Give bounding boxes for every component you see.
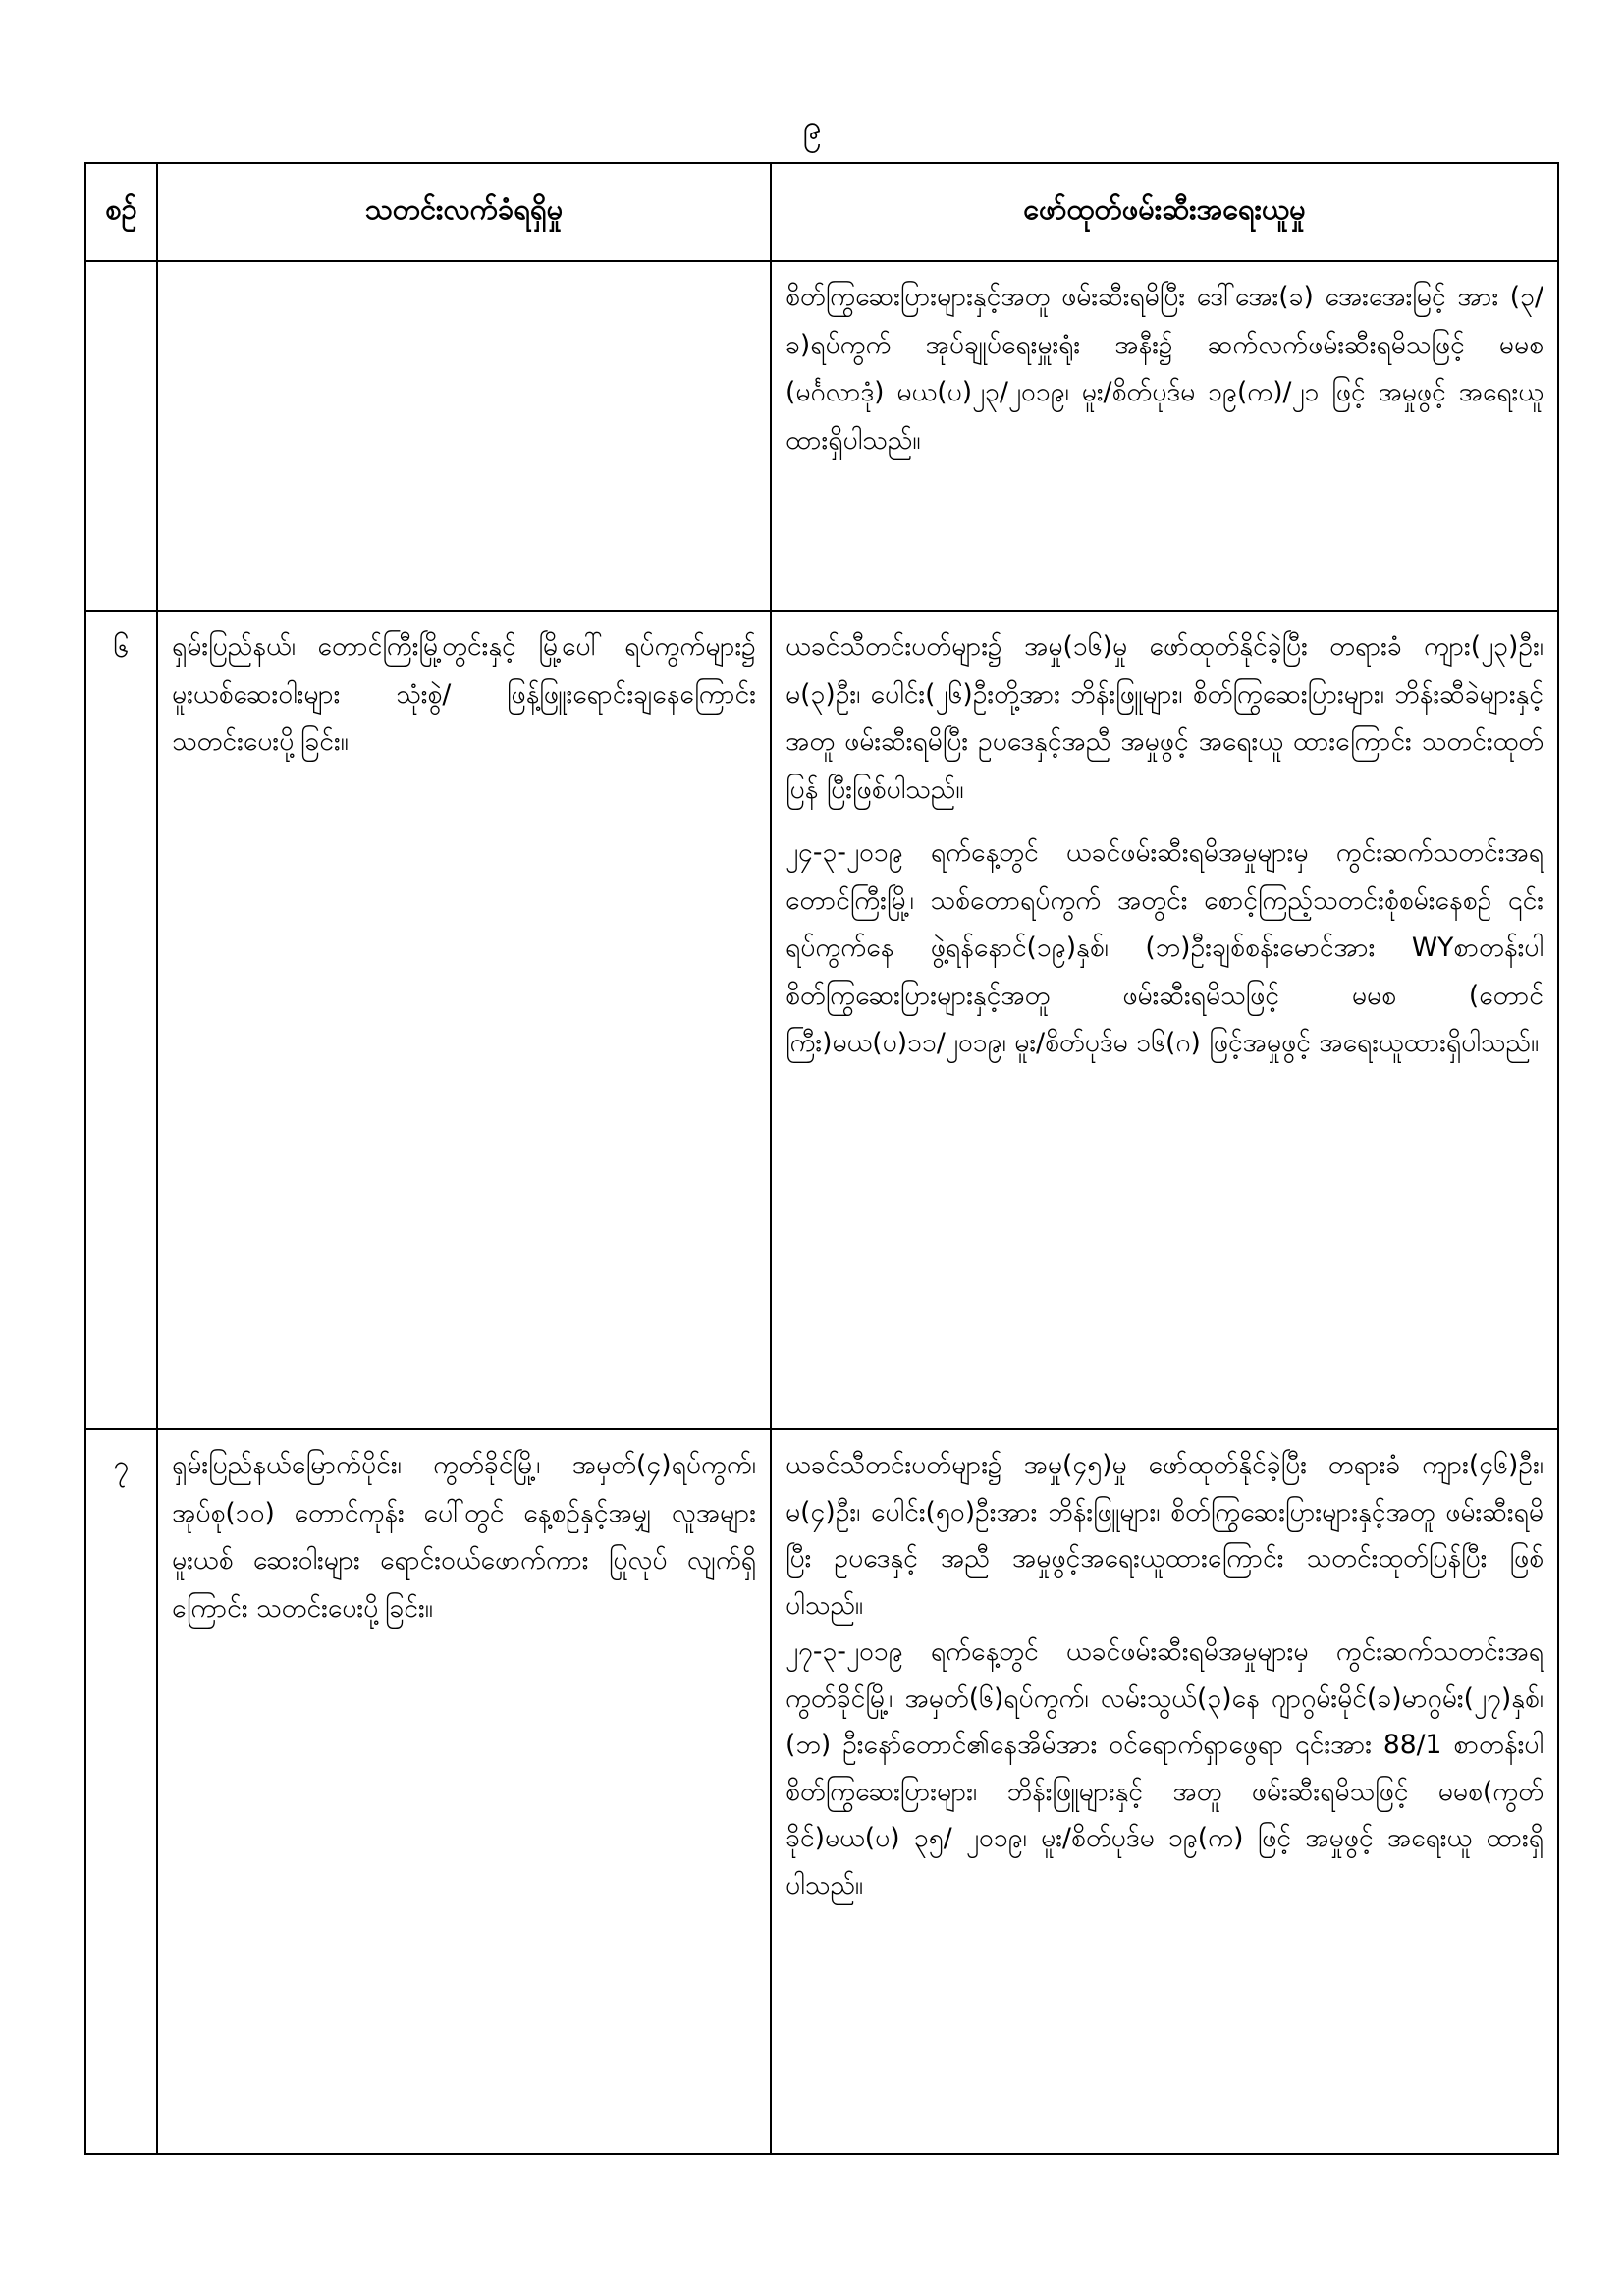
row-information: [157, 261, 771, 611]
row-action: [771, 261, 1558, 611]
row-action: [771, 611, 1558, 1429]
header-serial-number: စဉ်: [85, 163, 157, 261]
row-serial-number: ၇: [85, 1429, 157, 2154]
report-table: [84, 162, 1559, 2155]
header-action-taken: ဖော်ထုတ်ဖမ်းဆီးအရေးယူမှု: [771, 163, 1558, 261]
table-header-row: [85, 163, 1558, 261]
row-serial-number: ၆: [85, 611, 157, 1429]
action-paragraph: စိတ်ကြွဆေးပြားများနှင့်အတူ ဖမ်းဆီးရမိပြီး ဒေါ်အေး(ခ) အေးအေးမြင့် အား (၃/ခ)ရပ်ကွက် အုပ်ချုပ်ရေးမှူးရုံး အနီး၌ ဆက်လက်ဖမ်းဆီးရမိသဖြင့် မမစ (မင်္ဂလာဒုံ) မယ(ပ)၂၃/၂၀၁၉၊ မူး/စိတ်ပုဒ်မ ၁၉(က)/၂၁ ဖြင့် အမှုဖွင့် အရေးယူထားရှိပါသည်။: [785, 282, 1543, 455]
action-paragraph: ၂၇-၃-၂၀၁၉ ရက်နေ့တွင် ယခင်ဖမ်းဆီးရမိအမှုများမှ ကွင်းဆက်သတင်းအရ ကွတ်ခိုင်မြို့၊ အမှတ်(၆)ရပ်ကွက်၊ လမ်းသွယ်(၃)နေ ဂျာဂွမ်းမိုင်(ခ)မာဂွမ်း(၂၇)နှစ်၊ (ဘ) ဦးနော်တောင်၏နေအိမ်အား ဝင်ရောက်ရှာဖွေရာ ၎င်းအား 88/1 စာတန်းပါ စိတ်ကြွဆေးပြားများ၊ ဘိန်းဖြူများနှင့် အတူ ဖမ်းဆီးရမိသဖြင့် မမစ(ကွတ်ခိုင်)မယ(ပ) ၃၅/ ၂၀၁၉၊ မူး/စိတ်ပုဒ်မ ၁၉(က) ဖြင့် အမှုဖွင့် အရေးယူ ထားရှိပါသည်။: [785, 1636, 1543, 1900]
action-paragraph: ယခင်သီတင်းပတ်များ၌ အမှု(၄၅)မှု ဖော်ထုတ်နိုင်ခဲ့ပြီး တရားခံ ကျား(၄၆)ဦး၊ မ(၄)ဦး၊ ပေါင်း(၅၀)ဦးအား ဘိန်းဖြူများ၊ စိတ်ကြွဆေးပြားများနှင့်အတူ ဖမ်းဆီးရမိပြီး ဥပဒေနှင့် အညီ အမှုဖွင့်အရေးယူထားကြောင်း သတင်းထုတ်ပြန်ပြီး ဖြစ်ပါသည်။: [785, 1450, 1543, 1621]
row-action: [771, 1429, 1558, 2154]
row-information: ရှမ်းပြည်နယ်၊ တောင်ကြီးမြို့တွင်းနှင့် မြို့ပေါ် ရပ်ကွက်များ၌ မူးယစ်ဆေးဝါးများ သုံးစွဲ/ ဖြန့်ဖြူးရောင်းချနေကြောင်း သတင်းပေးပို့ခြင်း။: [157, 611, 771, 1429]
header-information-received: သတင်းလက်ခံရရှိမှု: [157, 163, 771, 261]
table-row: [85, 1429, 1558, 2154]
action-paragraph: ယခင်သီတင်းပတ်များ၌ အမှု(၁၆)မှု ဖော်ထုတ်နိုင်ခဲ့ပြီး တရားခံ ကျား(၂၃)ဦး၊ မ(၃)ဦး၊ ပေါင်း(၂၆)ဦးတို့အား ဘိန်းဖြူများ၊ စိတ်ကြွဆေးပြားများ၊ ဘိန်းဆီခဲများနှင့် အတူ ဖမ်းဆီးရမိပြီး ဥပဒေနှင့်အညီ အမှုဖွင့် အရေးယူ ထားကြောင်း သတင်းထုတ်ပြန် ပြီးဖြစ်ပါသည်။: [785, 631, 1543, 805]
row-information: ရှမ်းပြည်နယ်မြောက်ပိုင်း၊ ကွတ်ခိုင်မြို့၊ အမှတ်(၄)ရပ်ကွက်၊ အုပ်စု(၁၀) တောင်ကုန်း ပေါ်တွင် နေ့စဉ်နှင့်အမျှ လူအများ မူးယစ် ဆေးဝါးများ ရောင်းဝယ်ဖောက်ကား ပြုလုပ် လျက်ရှိကြောင်း သတင်းပေးပို့ခြင်း။: [157, 1429, 771, 2154]
table-row: [85, 611, 1558, 1429]
action-paragraph: ၂၄-၃-၂၀၁၉ ရက်နေ့တွင် ယခင်ဖမ်းဆီးရမိအမှုများမှ ကွင်းဆက်သတင်းအရ တောင်ကြီးမြို့၊ သစ်တောရပ်ကွက် အတွင်း စောင့်ကြည့်သတင်းစုံစမ်းနေစဉ် ၎င်းရပ်ကွက်နေ ဖွဲ့ရန်နောင်(၁၉)နှစ်၊ (ဘ)ဦးချစ်စန်းမောင်အား WYစာတန်းပါ စိတ်ကြွဆေးပြားများနှင့်အတူ ဖမ်းဆီးရမိသဖြင့် မမစ (တောင်ကြီး)မယ(ပ)၁၁/၂၀၁၉၊ မူး/စိတ်ပုဒ်မ ၁၆(ဂ) ဖြင့်အမှုဖွင့် အရေးယူထားရှိပါသည်။: [785, 837, 1543, 1058]
row-serial-number: [85, 261, 157, 611]
page-number: ၉: [802, 108, 822, 147]
table-row: [85, 261, 1558, 611]
